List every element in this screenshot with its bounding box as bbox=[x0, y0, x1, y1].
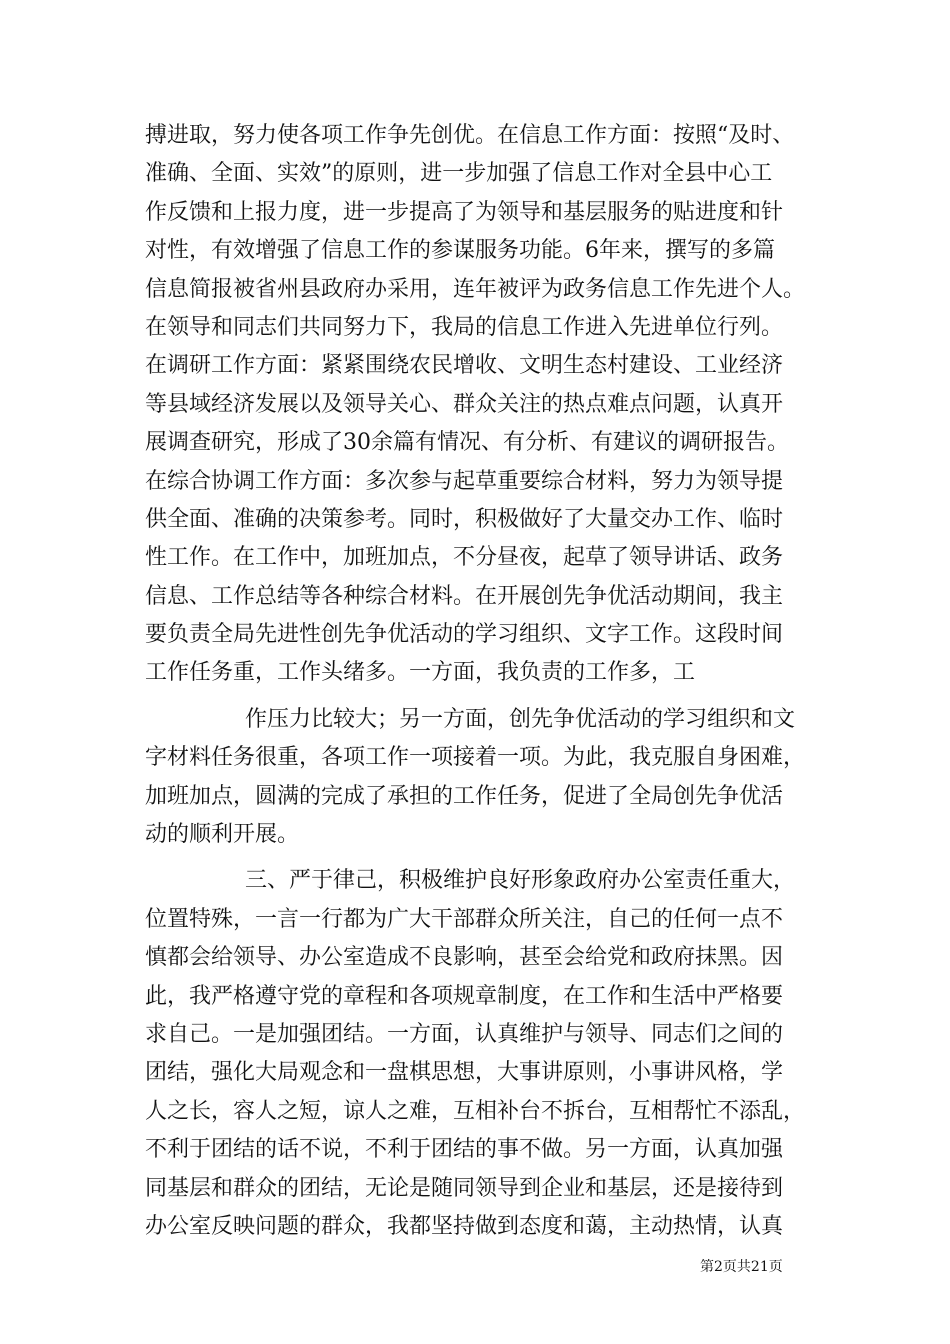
text-line: 此，我严格遵守党的章程和各项规章制度，在工作和生活中严格要 bbox=[145, 983, 784, 1009]
text-line: 人之长，容人之短，谅人之难，互相补台不拆台，互相帮忙不添乱， bbox=[145, 1098, 806, 1124]
text-line: 信息简报被省州县政府办采用，连年被评为政务信息工作先进个人。 bbox=[145, 276, 806, 302]
text-line: 位置特殊，一言一行都为广大干部群众所关注，自己的任何一点不 bbox=[145, 906, 784, 932]
text-line: 在调研工作方面：紧紧围绕农民增收、文明生态村建设、工业经济 bbox=[145, 353, 784, 379]
text-line: 慎都会给领导、办公室造成不良影响，甚至会给党和政府抹黑。因 bbox=[145, 945, 784, 971]
text-line: 团结，强化大局观念和一盘棋思想，大事讲原则，小事讲风格，学 bbox=[145, 1060, 784, 1086]
text-line: 性工作。在工作中，加班加点，不分昼夜，起草了领导讲话、政务 bbox=[145, 545, 784, 571]
text-line: 同基层和群众的团结，无论是随同领导到企业和基层，还是接待到 bbox=[145, 1175, 784, 1201]
text-line: 作压力比较大；另一方面，创先争优活动的学习组织和文 bbox=[245, 706, 796, 732]
text-line: 加班加点，圆满的完成了承担的工作任务，促进了全局创先争优活 bbox=[145, 783, 784, 809]
text-line: 字材料任务很重，各项工作一项接着一项。为此，我克服自身困难， bbox=[145, 745, 806, 771]
text-line: 供全面、准确的决策参考。同时，积极做好了大量交办工作、临时 bbox=[145, 506, 784, 532]
document-body bbox=[145, 117, 825, 1246]
text-line: 等县域经济发展以及领导关心、群众关注的热点难点问题，认真开 bbox=[145, 391, 784, 417]
text-line: 对性，有效增强了信息工作的参谋服务功能。6年来，撰写的多篇 bbox=[145, 238, 775, 264]
text-line: 在领导和同志们共同努力下，我局的信息工作进入先进单位行列。 bbox=[145, 314, 784, 340]
text-line: 三、严于律己，积极维护良好形象政府办公室责任重大， bbox=[245, 868, 796, 894]
text-line: 求自己。一是加强团结。一方面，认真维护与领导、同志们之间的 bbox=[145, 1021, 784, 1047]
text-line: 展调查研究，形成了30余篇有情况、有分析、有建议的调研报告。 bbox=[145, 430, 789, 456]
text-line: 办公室反映问题的群众，我都坚持做到态度和蔼，主动热情，认真 bbox=[145, 1213, 784, 1239]
text-line: 信息、工作总结等各种综合材料。在开展创先争优活动期间，我主 bbox=[145, 583, 784, 609]
page-footer bbox=[0, 1255, 950, 1279]
text-line: 准确、全面、实效”的原则，进一步加强了信息工作对全县中心工 bbox=[145, 161, 773, 187]
text-line: 工作任务重，工作头绪多。一方面，我负责的工作多，工 bbox=[145, 660, 696, 686]
text-line: 搏进取，努力使各项工作争先创优。在信息工作方面：按照“及时、 bbox=[145, 123, 795, 148]
text-line: 在综合协调工作方面：多次参与起草重要综合材料，努力为领导提 bbox=[145, 468, 784, 494]
page-number-label: 第2页共21页 bbox=[700, 1259, 783, 1275]
text-line: 要负责全局先进性创先争优活动的学习组织、文字工作。这段时间 bbox=[145, 622, 784, 648]
text-line: 不利于团结的话不说，不利于团结的事不做。另一方面，认真加强 bbox=[145, 1137, 784, 1163]
text-line: 作反馈和上报力度，进一步提高了为领导和基层服务的贴进度和针 bbox=[145, 199, 784, 225]
text-line: 动的顺利开展。 bbox=[145, 822, 300, 848]
